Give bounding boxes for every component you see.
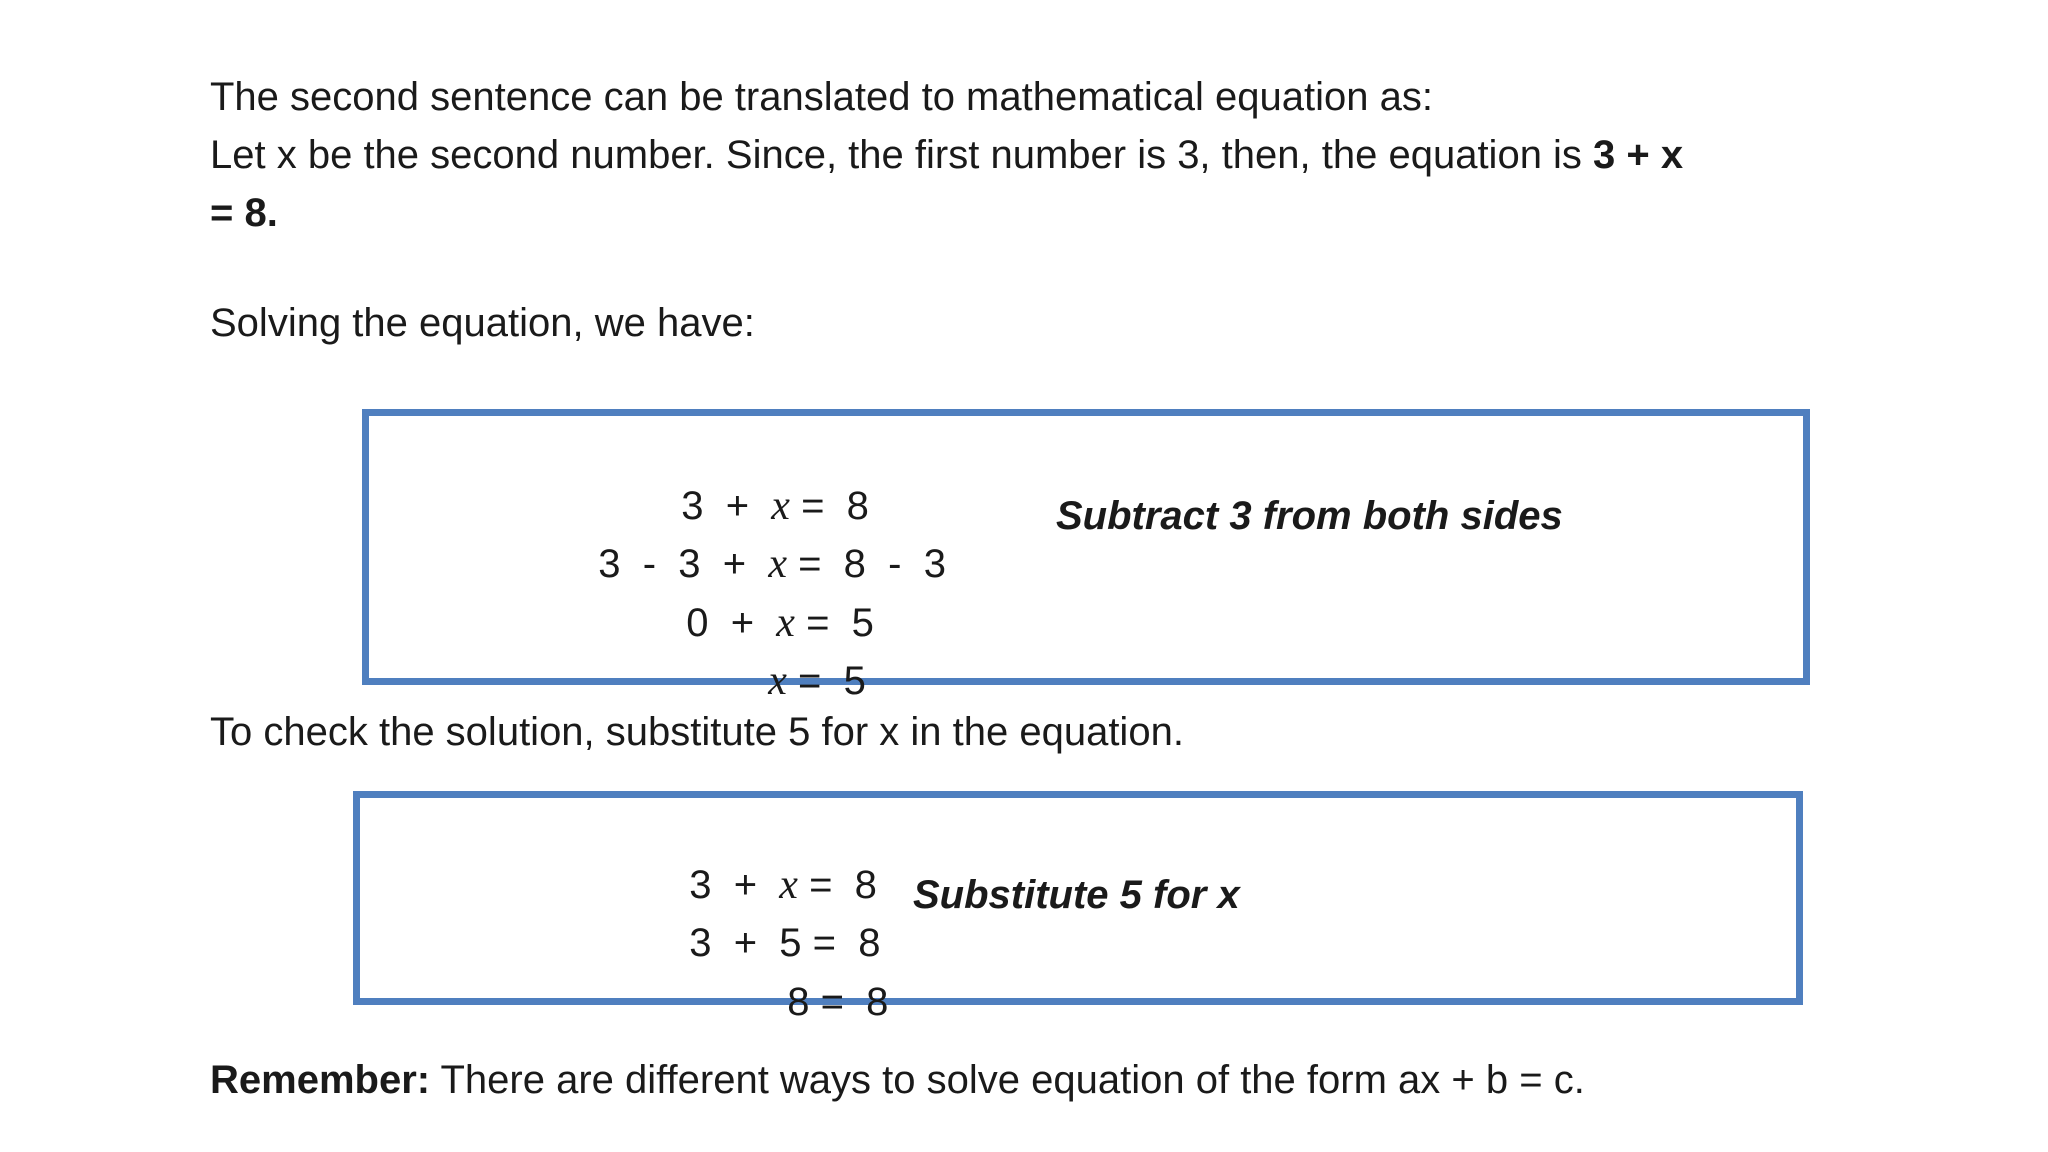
intro-line-2: Let x be the second number. Since, the first number is 3, then, the equation is <box>210 133 1594 177</box>
variable-x: x <box>779 862 798 908</box>
solving-label: Solving the equation, we have: <box>210 301 755 345</box>
equation-bold-end: = 8. <box>210 191 278 235</box>
check-step-1: 3 + x = 8 <box>689 862 877 908</box>
remember-paragraph <box>210 1051 1585 1109</box>
variable-x: x <box>768 658 787 704</box>
equation-bold: 3 + x <box>1593 133 1684 177</box>
variable-x: x <box>771 483 790 529</box>
intro-paragraph <box>210 68 1850 242</box>
remember-text: There are different ways to solve equation of the form ax + b = c. <box>430 1058 1585 1102</box>
variable-x: x <box>776 600 795 646</box>
check-step-3: 8 = 8 <box>787 980 889 1024</box>
check-step-2: 3 + 5 = 8 <box>689 921 881 965</box>
variable-x: x <box>768 541 787 587</box>
check-label: To check the solution, substitute 5 for x in the equation. <box>210 710 1184 754</box>
solve-step-1: 3 + x = 8 <box>681 483 869 529</box>
solve-step-2: 3 - 3 + x = 8 - 3 <box>598 541 946 587</box>
check-note: Substitute 5 for x <box>913 873 1240 917</box>
solve-note: Subtract 3 from both sides <box>1056 494 1563 538</box>
intro-line-1: The second sentence can be translated to mathematical equation as: <box>210 75 1433 119</box>
remember-label: Remember: <box>210 1058 431 1102</box>
solve-step-4: x = 5 <box>768 658 866 704</box>
solve-step-3: 0 + x = 5 <box>686 600 874 646</box>
